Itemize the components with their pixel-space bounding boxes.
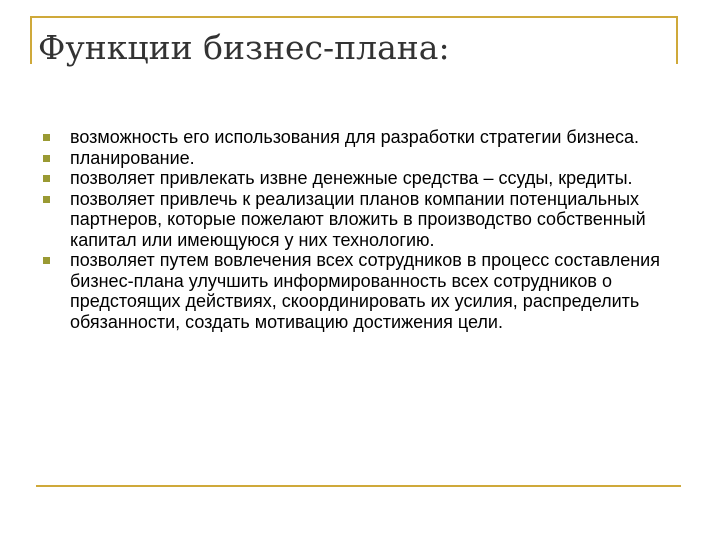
- slide-title: Функции бизнес-плана:: [38, 28, 450, 67]
- bullet-text: позволяет привлекать извне денежные средства – ссуды, кредиты.: [70, 168, 633, 188]
- frame-bottom-line: [36, 485, 681, 487]
- square-bullet-icon: [43, 134, 50, 141]
- bullet-text: позволяет путем вовлечения всех сотрудников в процесс составления бизнес-плана улучшить информированность всех сотрудников о предстоящих действиях, скоординировать их усилия, распределить обязанности, создать мотивацию достижения цели.: [70, 250, 660, 332]
- square-bullet-icon: [43, 257, 50, 264]
- square-bullet-icon: [43, 155, 50, 162]
- bullet-item: [40, 250, 670, 332]
- frame-right-line: [676, 16, 678, 64]
- bullet-item: [40, 148, 670, 169]
- bullet-item: [40, 168, 670, 189]
- bullet-text: позволяет привлечь к реализации планов компании потенциальных партнеров, которые пожелают вложить в производство собственный капитал или имеющуюся у них технологию.: [70, 188, 646, 250]
- bullet-text: планирование.: [70, 147, 195, 168]
- bullet-text: возможность его использования для разработки стратегии бизнеса.: [70, 127, 640, 147]
- bullet-list: [40, 127, 670, 332]
- frame-top-line: [30, 16, 678, 18]
- square-bullet-icon: [43, 196, 50, 203]
- bullet-item: [40, 189, 670, 251]
- square-bullet-icon: [43, 175, 50, 182]
- frame-left-line: [30, 16, 32, 64]
- bullet-item: [40, 127, 670, 148]
